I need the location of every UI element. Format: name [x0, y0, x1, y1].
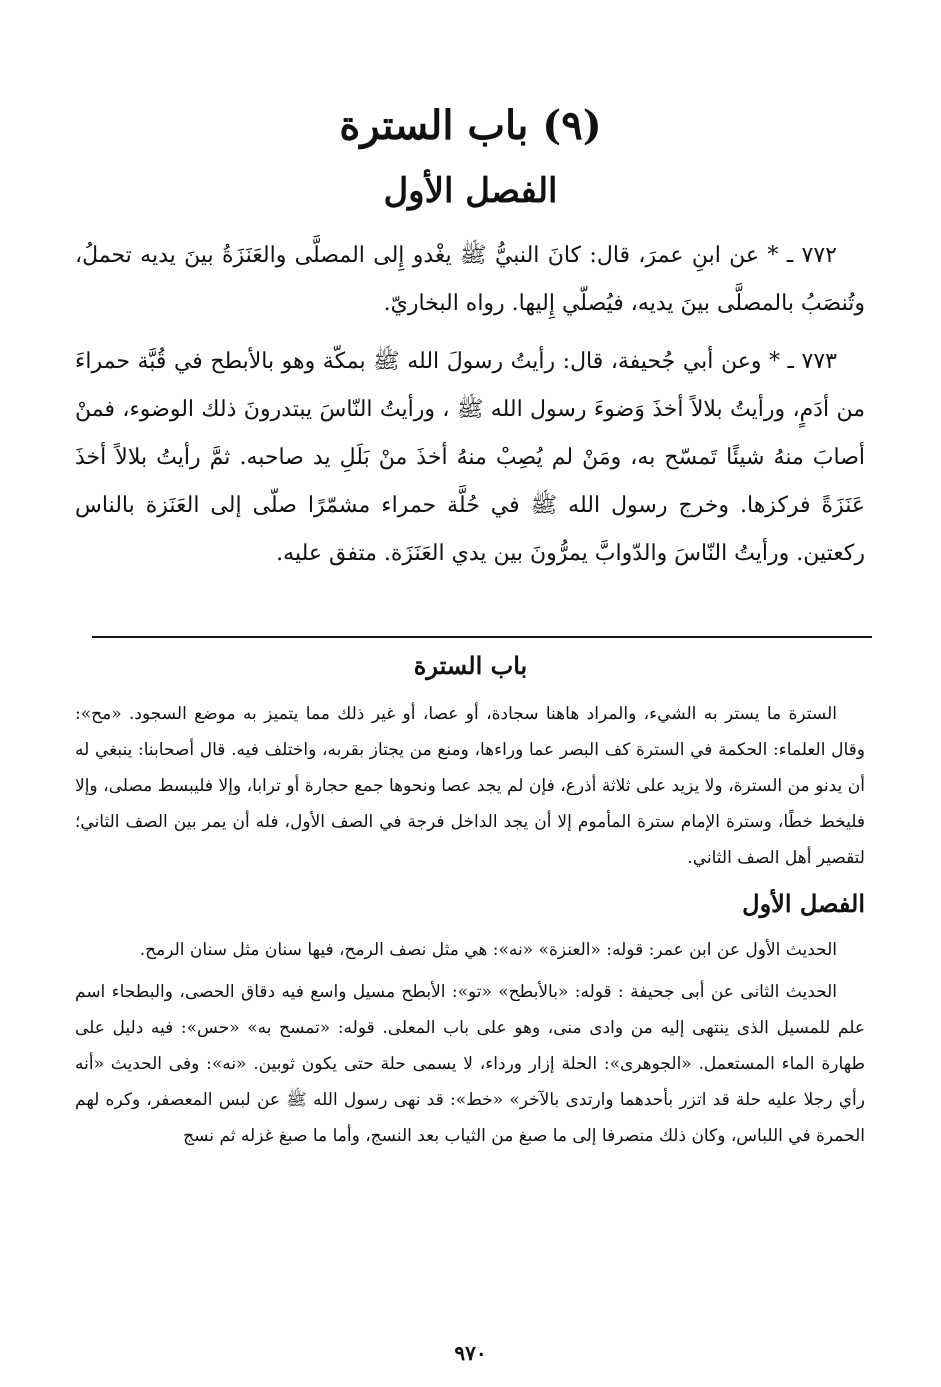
footnote-divider [92, 636, 872, 638]
hadith-773: ٧٧٣ ـ * وعن أبي جُحيفة، قال: رأيتُ رسولَ الله ﷺ بمكّة وهو بالأبطح في قُبَّة حمراءَ من أدَمٍ، ورأيتُ بلالاً أخذَ وَضوءَ رسول الله ﷺ ، ورأيتُ النّاسَ يبتدرونَ ذلك الوضوء، فمنْ أصابَ منهُ شيئًا تَمسّح به، ومَنْ لم يُصِبْ منهُ أخذَ منْ بَلَلِ يد صاحبه. ثمَّ رأيتُ بلالاً أخذَ عَنَزَةً فركزها. وخرج رسول الله ﷺ في حُلَّة حمراء مشمّرًا صلّى إلى العَنَزة بالناس ركعتين. ورأيتُ النّاسَ والدّوابَّ يمرُّونَ بين يدي العَنَزَة. متفق عليه. [75, 349, 865, 566]
commentary-title: باب السترة [413, 651, 528, 680]
commentary-intro: السترة ما يستر به الشيء، والمراد هاهنا سجادة، أو عصا، أو غير ذلك مما يتميز به موضع السجود. «مح»: وقال العلماء: الحكمة في السترة كف البصر عما وراءها، ومنع من يجتاز بقربه، واختلف فيه. قال أصحابنا: ينبغي له أن يدنو من السترة، ولا يزيد على ثلاثة أذرع، فإن لم يجد عصا ونحوها جمع حجارة أو ترابا، وإلا فليبسط مصلى، وإلا فليخط خطًا، وسترة الإمام سترة المأموم إلا أن يجد الداخل فرجة في الصف الأول، فله أن يمر بين الصف الثاني؛ لتقصير أهل الصف الثاني. [75, 704, 865, 868]
section-title: الفصل الأول [383, 171, 558, 211]
hadith-text [75, 232, 865, 588]
hadith-772: ٧٧٢ ـ * عن ابنِ عمرَ، قال: كانَ النبيُّ ﷺ يغْدو إِلى المصلَّى والعَنَزَةُ بينَ يديه تحملُ، وتُنصَبُ بالمصلَّى بينَ يديه، فيُصلّي إِليها. رواه البخاريّ. [75, 243, 865, 316]
commentary-note-2: الحديث الثانى عن أبى جحيفة : قوله: «بالأبطح» «تو»: الأبطح مسيل واسع فيه دقاق الحصى، والبطحاء اسم علم للمسيل الذى ينتهى إليه من وادى منى، وهو على باب المعلى. قوله: «تمسح به» «حس»: فيه دليل على طهارة الماء المستعمل. «الجوهرى»: الحلة إزار ورداء، لا يسمى حلة حتى يكون ثوبين. «نه»: وفى الحديث «أنه رأي رجلا عليه حلة قد اتزر بأحدهما وارتدى بالآخر» «خط»: قد نهى رسول الله ﷺ عن لبس المعصفر، وكره لهم الحمرة في اللباس، وكان ذلك منصرفا إلى ما صبغ من الثياب بعد النسج، وأما ما صبغ غزله ثم نسج [75, 982, 865, 1146]
commentary-note-1: الحديث الأول عن ابن عمر: قوله: «العنزة» «نه»: هي مثل نصف الرمح، فيها سنان مثل سنان الرمح. [139, 940, 837, 960]
chapter-title: (٩) باب السترة [339, 102, 602, 149]
commentary-subheading: الفصل الأول [742, 889, 865, 918]
page-number: ٩٧٠ [454, 1341, 487, 1365]
commentary-text [75, 696, 865, 1160]
